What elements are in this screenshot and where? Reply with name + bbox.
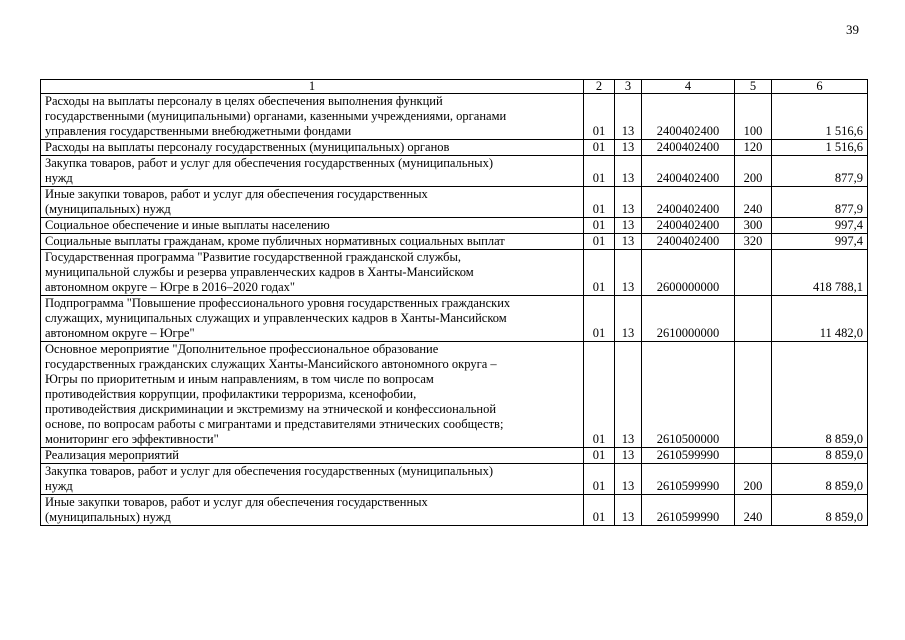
- target-article-cell: 2610599990: [642, 448, 735, 464]
- expense-type-cell: [735, 250, 772, 296]
- section-code-cell: 01: [584, 218, 615, 234]
- table-row: [41, 140, 868, 156]
- expense-name-cell: Социальное обеспечение и иные выплаты населению: [41, 218, 584, 234]
- expense-name-cell: Социальные выплаты гражданам, кроме публичных нормативных социальных выплат: [41, 234, 584, 250]
- expense-name-cell: Закупка товаров, работ и услуг для обеспечения государственных (муниципальных) нужд: [41, 464, 584, 495]
- table-row: [41, 495, 868, 526]
- expense-type-cell: 200: [735, 464, 772, 495]
- amount-cell: 8 859,0: [772, 464, 868, 495]
- section-code-cell: 01: [584, 464, 615, 495]
- subsection-code-cell: 13: [615, 250, 642, 296]
- subsection-code-cell: 13: [615, 156, 642, 187]
- target-article-cell: 2600000000: [642, 250, 735, 296]
- expense-name-cell: Реализация мероприятий: [41, 448, 584, 464]
- table-row: [41, 218, 868, 234]
- expense-type-cell: 300: [735, 218, 772, 234]
- table-row: [41, 234, 868, 250]
- table-row: [41, 464, 868, 495]
- target-article-cell: 2400402400: [642, 187, 735, 218]
- expense-name-cell: Государственная программа "Развитие государственной гражданской службы, муниципальной службы и резерва управленческих кадров в Ханты-Мансийском автономном округе – Югре в 2016–2020 годах": [41, 250, 584, 296]
- amount-cell: 877,9: [772, 187, 868, 218]
- table-row: [41, 296, 868, 342]
- amount-cell: 1 516,6: [772, 94, 868, 140]
- budget-table: [40, 79, 868, 526]
- expense-type-cell: 100: [735, 94, 772, 140]
- subsection-code-cell: 13: [615, 464, 642, 495]
- subsection-code-cell: 13: [615, 187, 642, 218]
- amount-cell: 877,9: [772, 156, 868, 187]
- section-code-cell: 01: [584, 448, 615, 464]
- target-article-cell: 2610500000: [642, 342, 735, 448]
- expense-type-cell: 200: [735, 156, 772, 187]
- expense-name-cell: Расходы на выплаты персоналу в целях обеспечения выполнения функций государственными (муниципальными) органами, казенными учреждениями, органами управления государственными внебюджетными фондами: [41, 94, 584, 140]
- target-article-cell: 2610599990: [642, 495, 735, 526]
- section-code-cell: 01: [584, 187, 615, 218]
- section-code-cell: 01: [584, 250, 615, 296]
- section-code-cell: 01: [584, 140, 615, 156]
- header-row: [41, 80, 868, 94]
- subsection-code-cell: 13: [615, 342, 642, 448]
- column-header: 3: [615, 80, 642, 94]
- target-article-cell: 2400402400: [642, 218, 735, 234]
- expense-name-cell: Основное мероприятие "Дополнительное профессиональное образование государственных гражданских служащих Ханты-Мансийского автономного округа – Югры по приоритетным и иным направлениям, в том числе по вопросам противодействия коррупции, профилактики терроризма, ксенофобии, противодействия дискриминации и экстремизму на этнической и конфессиональной основе, по вопросам работы с мигрантами и представителями этнических сообществ; мониторинг его эффективности": [41, 342, 584, 448]
- table-row: [41, 342, 868, 448]
- expense-name-cell: Иные закупки товаров, работ и услуг для обеспечения государственных (муниципальных) нужд: [41, 495, 584, 526]
- subsection-code-cell: 13: [615, 296, 642, 342]
- target-article-cell: 2610599990: [642, 464, 735, 495]
- expense-type-cell: 320: [735, 234, 772, 250]
- column-header: 6: [772, 80, 868, 94]
- target-article-cell: 2610000000: [642, 296, 735, 342]
- target-article-cell: 2400402400: [642, 94, 735, 140]
- expense-type-cell: [735, 342, 772, 448]
- amount-cell: 1 516,6: [772, 140, 868, 156]
- page-number: 39: [846, 22, 859, 37]
- expense-type-cell: [735, 296, 772, 342]
- table-row: [41, 187, 868, 218]
- expense-name-cell: Подпрограмма "Повышение профессионального уровня государственных гражданских служащих, муниципальных служащих и управленческих кадров в Ханты-Мансийском автономном округе – Югре": [41, 296, 584, 342]
- amount-cell: 11 482,0: [772, 296, 868, 342]
- subsection-code-cell: 13: [615, 448, 642, 464]
- subsection-code-cell: 13: [615, 94, 642, 140]
- table-row: [41, 156, 868, 187]
- target-article-cell: 2400402400: [642, 156, 735, 187]
- table-row: [41, 94, 868, 140]
- amount-cell: 8 859,0: [772, 448, 868, 464]
- section-code-cell: 01: [584, 495, 615, 526]
- expense-name-cell: Иные закупки товаров, работ и услуг для обеспечения государственных (муниципальных) нужд: [41, 187, 584, 218]
- section-code-cell: 01: [584, 342, 615, 448]
- expense-name-cell: Закупка товаров, работ и услуг для обеспечения государственных (муниципальных) нужд: [41, 156, 584, 187]
- target-article-cell: 2400402400: [642, 140, 735, 156]
- expense-type-cell: [735, 448, 772, 464]
- subsection-code-cell: 13: [615, 218, 642, 234]
- section-code-cell: 01: [584, 234, 615, 250]
- expense-type-cell: 240: [735, 495, 772, 526]
- table-row: [41, 448, 868, 464]
- amount-cell: 997,4: [772, 234, 868, 250]
- amount-cell: 8 859,0: [772, 342, 868, 448]
- column-header: 2: [584, 80, 615, 94]
- amount-cell: 997,4: [772, 218, 868, 234]
- subsection-code-cell: 13: [615, 140, 642, 156]
- section-code-cell: 01: [584, 94, 615, 140]
- expense-name-cell: Расходы на выплаты персоналу государственных (муниципальных) органов: [41, 140, 584, 156]
- column-header: 4: [642, 80, 735, 94]
- expense-type-cell: 120: [735, 140, 772, 156]
- column-header: 5: [735, 80, 772, 94]
- table-row: [41, 250, 868, 296]
- section-code-cell: 01: [584, 156, 615, 187]
- amount-cell: 8 859,0: [772, 495, 868, 526]
- subsection-code-cell: 13: [615, 234, 642, 250]
- column-header: 1: [41, 80, 584, 94]
- section-code-cell: 01: [584, 296, 615, 342]
- amount-cell: 418 788,1: [772, 250, 868, 296]
- expense-type-cell: 240: [735, 187, 772, 218]
- subsection-code-cell: 13: [615, 495, 642, 526]
- table-body: [41, 94, 868, 526]
- target-article-cell: 2400402400: [642, 234, 735, 250]
